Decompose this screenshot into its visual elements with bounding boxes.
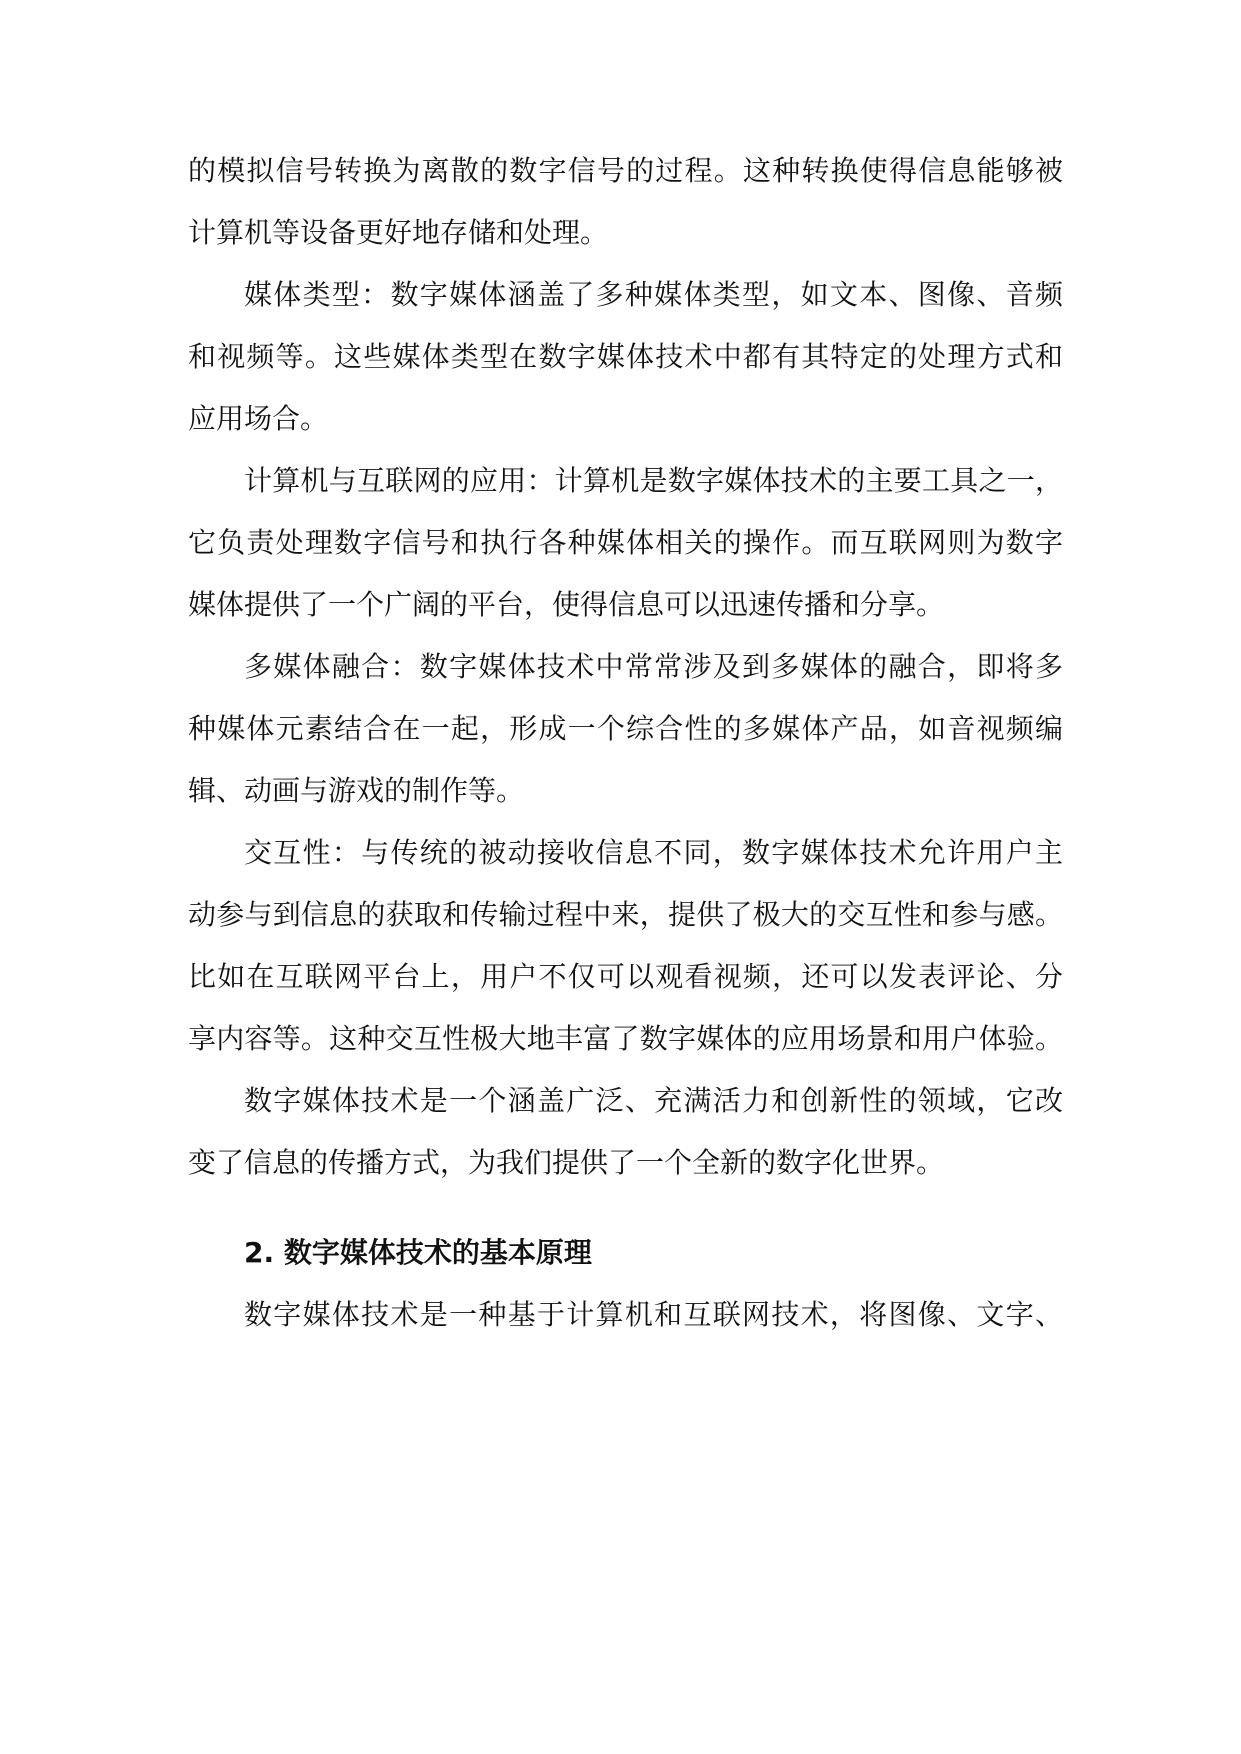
document-body: [188, 148, 1063, 1354]
paragraph-multimedia-fusion: [188, 644, 1063, 830]
text-line: 媒体类型：数字媒体涵盖了多种媒体类型，如文本、图像、音频: [244, 278, 1063, 311]
text-line: 数字媒体技术是一种基于计算机和互联网技术，将图像、文字、: [244, 1298, 1063, 1331]
text-line: 的模拟信号转换为离散的数字信号的过程。这种转换使得信息能够被: [188, 154, 1063, 187]
text-line: 享内容等。这种交互性极大地丰富了数字媒体的应用场景和用户体验。: [188, 1022, 1063, 1055]
text-line: 它负责处理数字信号和执行各种媒体相关的操作。而互联网则为数字: [188, 526, 1063, 559]
paragraph-interactivity: [188, 830, 1063, 1078]
text-line: 应用场合。: [188, 402, 329, 435]
text-line: 多媒体融合：数字媒体技术中常常涉及到多媒体的融合，即将多: [244, 650, 1063, 683]
text-line: 辑、动画与游戏的制作等。: [188, 774, 525, 807]
paragraph-computer-internet: [188, 458, 1063, 644]
text-line: 比如在互联网平台上，用户不仅可以观看视频，还可以发表评论、分: [188, 960, 1063, 993]
paragraph-media-types: [188, 272, 1063, 458]
text-line: 数字媒体技术是一个涵盖广泛、充满活力和创新性的领域，它改: [244, 1084, 1063, 1117]
text-line: 变了信息的传播方式，为我们提供了一个全新的数字化世界。: [188, 1146, 945, 1179]
text-line: 计算机等设备更好地存储和处理。: [188, 216, 609, 249]
section-heading: 2. 数字媒体技术的基本原理: [244, 1236, 592, 1269]
paragraph-continuation: [188, 148, 1063, 272]
text-line: 动参与到信息的获取和传输过程中来，提供了极大的交互性和参与感。: [188, 898, 1063, 931]
text-line: 媒体提供了一个广阔的平台，使得信息可以迅速传播和分享。: [188, 588, 945, 621]
text-line: 计算机与互联网的应用：计算机是数字媒体技术的主要工具之一，: [244, 464, 1063, 497]
text-line: 种媒体元素结合在一起，形成一个综合性的多媒体产品，如音视频编: [188, 712, 1063, 745]
text-line: 和视频等。这些媒体类型在数字媒体技术中都有其特定的处理方式和: [188, 340, 1063, 373]
paragraph-principles: [188, 1292, 1063, 1354]
text-line: 交互性：与传统的被动接收信息不同，数字媒体技术允许用户主: [244, 836, 1063, 869]
paragraph-summary: [188, 1078, 1063, 1202]
